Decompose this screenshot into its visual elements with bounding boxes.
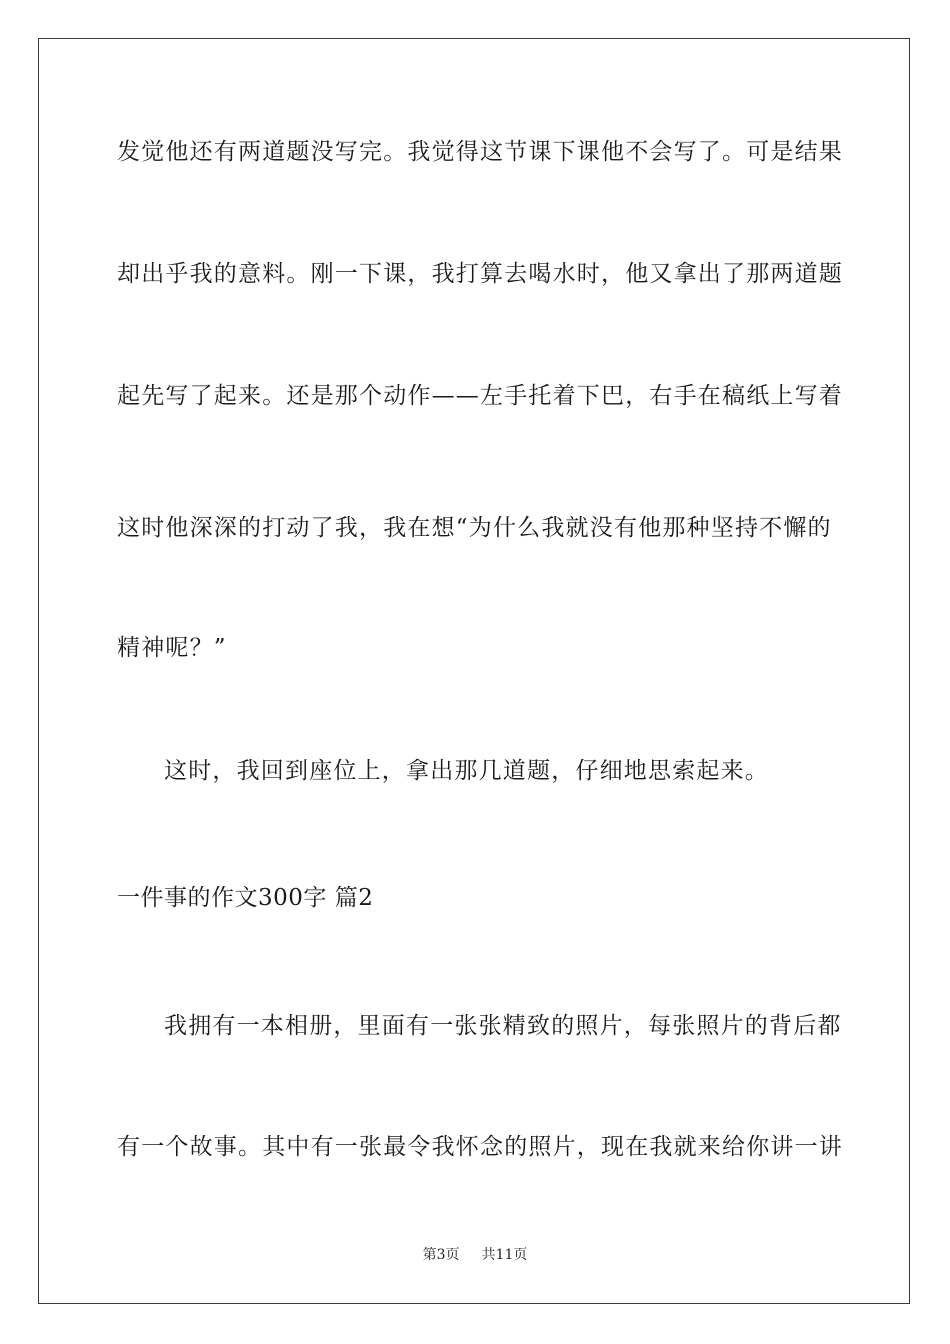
page-total: 共11页 xyxy=(481,1247,528,1263)
text-line: 有一个故事。其中有一张最令我怀念的照片，现在我就来给你讲一讲 xyxy=(117,1134,843,1160)
page-border xyxy=(38,38,910,1304)
text-line: 发觉他还有两道题没写完。我觉得这节课下课他不会写了。可是结果 xyxy=(117,139,843,165)
paragraph-text: 我拥有一本相册，里面有一张张精致的照片，每张照片的背后都 xyxy=(164,1013,842,1039)
section-heading: 一件事的作文300字 篇2 xyxy=(117,885,374,911)
paragraph-text: 这时，我回到座位上，拿出那几道题，仔细地思索起来。 xyxy=(164,758,769,784)
text-line: 起先写了起来。还是那个动作——左手托着下巴，右手在稿纸上写着 xyxy=(117,383,843,409)
text-line: 这时他深深的打动了我，我在想“为什么我就没有他那种坚持不懈的 xyxy=(117,515,832,541)
text-line: 却出乎我的意料。刚一下课，我打算去喝水时，他又拿出了那两道题 xyxy=(117,261,843,287)
page-footer xyxy=(0,1245,950,1265)
text-line: 精神呢？” xyxy=(117,635,227,661)
page-number: 第3页 xyxy=(422,1247,460,1263)
